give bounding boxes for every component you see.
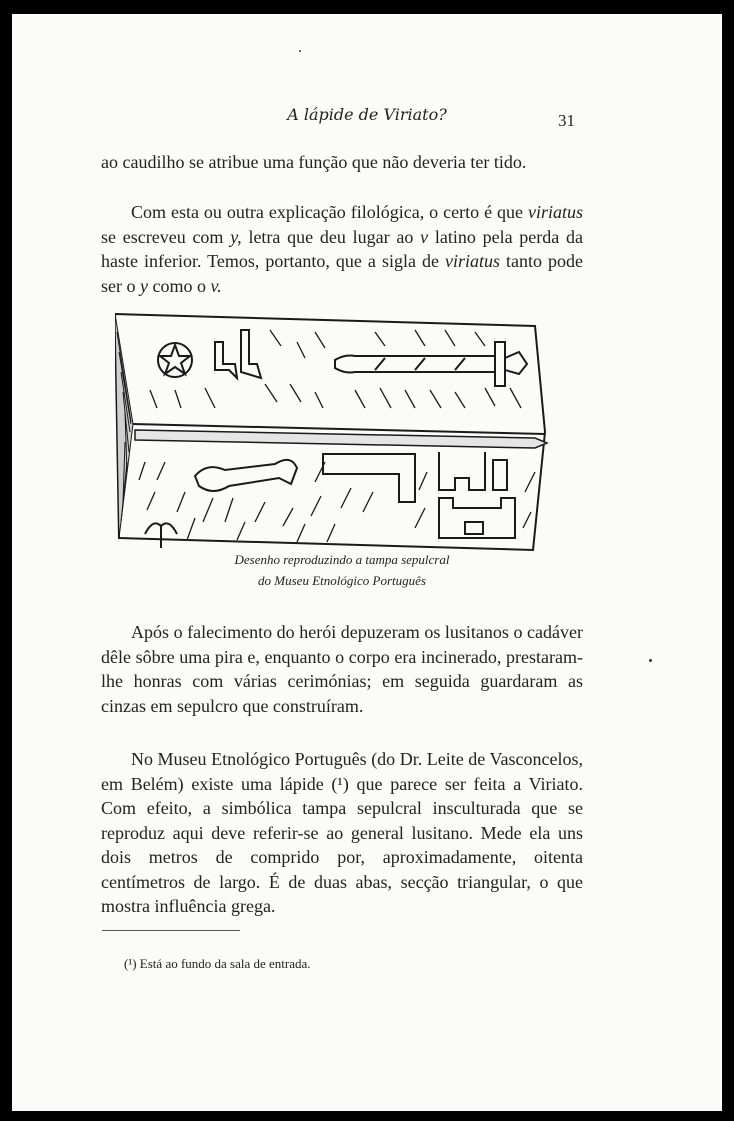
book-page — [12, 14, 722, 1111]
p2-italic-viriatus-2: viriatus — [444, 251, 500, 271]
p2-italic-v-2: v. — [210, 275, 222, 296]
block-symbol — [323, 454, 415, 502]
figure-caption-line-2: do Museu Etnológico Português — [258, 573, 426, 588]
p2-text-a: Com esta ou outra explicação filológica, o certo é que — [131, 202, 524, 222]
p2-text-e: tanto pode ser o — [101, 251, 584, 296]
footnote-rule — [102, 930, 240, 931]
p2-italic-viriatus-1: viriatus — [527, 202, 583, 222]
p2-text-c: letra que deu lugar ao — [248, 226, 414, 247]
running-head: A lápide de Viriato? — [287, 105, 447, 124]
bone-symbol — [195, 460, 297, 491]
p2-text-d: latino pela perda da haste inferior. Temos, portanto, que a sigla de — [101, 226, 584, 271]
paragraph-1: ao caudilho se atribue uma função que não deveria ter tido. — [101, 152, 527, 172]
footnote: (¹) Está ao fundo da sala de entrada. — [124, 956, 311, 971]
paragraph-3: Após o falecimento do herói depuzeram os lusitanos o cadáver dêle sôbre uma pira e, enquanto o corpo era incinerado, prestaram-lhe honras com várias cerimónias; em seguida guardaram as cinzas em sepulcro que construíram. — [101, 622, 583, 716]
sword-symbol — [335, 342, 527, 386]
p2-italic-y-2: y — [140, 275, 148, 296]
paragraph-2 — [101, 200, 583, 298]
tomb-lid-drawing — [115, 312, 555, 552]
page-number: 31 — [558, 111, 575, 130]
figure-caption-line-1: Desenho reproduzindo a tampa sepulcral — [234, 552, 450, 567]
horn-symbol — [145, 523, 177, 548]
axe-symbol — [215, 330, 261, 378]
star-in-circle-symbol — [158, 343, 192, 377]
p2-italic-y-1: y, — [230, 226, 242, 247]
p2-italic-v-1: v — [420, 226, 429, 247]
tower-symbol — [439, 452, 515, 538]
p2-text-f: como o — [152, 275, 206, 296]
speck — [299, 50, 301, 52]
p2-text-b: se escreveu com — [101, 226, 224, 247]
paragraph-4: No Museu Etnológico Português (do Dr. Leite de Vasconcelos, em Belém) existe uma lápide (¹) que parece ser feita a Viriato. Com efeito, a simbólica tampa sepulcral insculturada que se reproduz aqui deve referir-se ao general lusitano. Mede ela uns dois metros de comprido por, aproximadamente, oitenta centímetros de largo. É de duas abas, secção triangular, o que mostra influência grega. — [101, 749, 583, 916]
speck — [649, 659, 652, 662]
